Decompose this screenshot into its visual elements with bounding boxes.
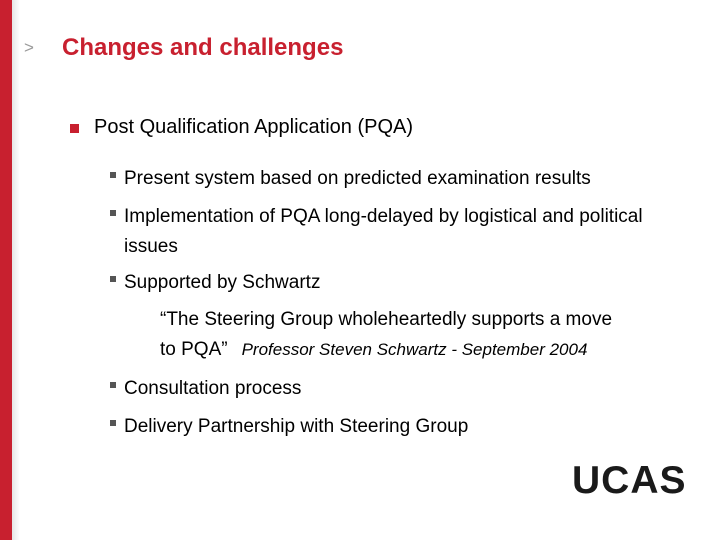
sub-point-text: Supported by Schwartz [124,272,321,293]
sub-point-text: Implementation of PQA long-delayed by logistical and political issues [124,206,643,257]
quote-attribution: Professor Steven Schwartz - September 2004 [241,340,588,359]
left-accent-shadow [12,0,20,540]
ucas-logo: UCAS [572,459,687,502]
sub-point-text: Consultation process [124,378,302,399]
bullet-small-square-icon [110,276,116,282]
sub-point-text: Delivery Partnership with Steering Group [124,416,469,437]
main-point-text: Post Qualification Application (PQA) [94,116,414,138]
sub-point-text: Present system based on predicted examination results [124,168,591,189]
bullet-small-square-icon [110,382,116,388]
left-accent-bar [0,0,12,540]
quote-line-2 [160,335,587,365]
bullet-small-square-icon [110,420,116,426]
bullet-square-icon [70,124,79,133]
bullet-small-square-icon [110,172,116,178]
slide-title: Changes and challenges [62,34,344,61]
bullet-small-square-icon [110,210,116,216]
quote-line-1: “The Steering Group wholeheartedly supports a move [160,309,613,330]
quote-line-2-text: to PQA” [160,339,228,360]
schwartz-quote [160,305,700,360]
title-chevron-icon: > [24,38,34,57]
